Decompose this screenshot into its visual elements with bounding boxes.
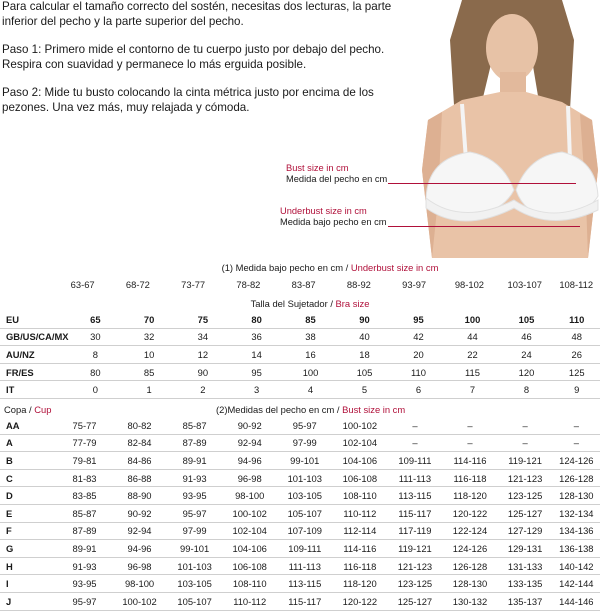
cup-size-cell: 121-123 — [498, 469, 553, 487]
cup-size-cell: 80-82 — [112, 417, 167, 434]
model-photo — [392, 0, 600, 258]
bra-size-cell: 7 — [445, 381, 499, 399]
cup-size-cell: 104-106 — [332, 452, 387, 470]
cup-size-cell: 122-124 — [442, 522, 497, 540]
cup-size-row — [0, 434, 600, 452]
cup-size-cell: 103-105 — [277, 487, 332, 505]
cup-size-cell: 117-119 — [387, 522, 442, 540]
cup-size-cell: 104-106 — [222, 540, 277, 558]
intro-paragraph-2: Paso 1: Primero mide el contorno de tu cuerpo justo por debajo del pecho. Respira con suavidad y permanece lo más erguida posible. — [2, 43, 385, 71]
table1-caption — [0, 262, 600, 273]
underbust-column-header: 93-97 — [402, 278, 427, 290]
cup-size-cell: – — [387, 417, 442, 434]
cup-size-cell: 83-85 — [57, 487, 112, 505]
cup-size-cell: 103-105 — [167, 575, 222, 593]
bra-size-cell: 14 — [230, 346, 284, 364]
cup-size-cell: 91-93 — [167, 469, 222, 487]
bra-size-cell: 46 — [499, 328, 553, 346]
cup-size-row-label: B — [0, 452, 57, 470]
cup-size-cell: – — [442, 434, 497, 452]
underbust-label-en: Underbust size in cm — [280, 206, 367, 216]
cup-size-cell: 101-103 — [167, 557, 222, 575]
bra-size-table — [0, 311, 600, 399]
cup-header-sep: / — [26, 404, 35, 415]
bra-size-cell: 105 — [338, 363, 392, 381]
cup-size-cell: 101-103 — [277, 469, 332, 487]
underbust-label — [280, 206, 386, 228]
cup-size-cell: 107-109 — [277, 522, 332, 540]
cup-size-cell: 115-117 — [387, 504, 442, 522]
cup-size-cell: 96-98 — [222, 469, 277, 487]
table2-caption-sep: / — [334, 404, 343, 415]
table2-caption-es: (2)Medidas del pecho en cm — [216, 404, 335, 415]
bra-size-row-label: AU/NZ — [0, 346, 69, 364]
cup-size-cell: 113-115 — [387, 487, 442, 505]
cup-size-cell: 99-101 — [277, 452, 332, 470]
bra-size-cell: 18 — [338, 346, 392, 364]
cup-size-cell: 105-107 — [167, 592, 222, 610]
cup-size-row — [0, 469, 600, 487]
cup-size-cell: 115-117 — [277, 592, 332, 610]
bra-size-row — [0, 328, 600, 346]
cup-size-row-label: J — [0, 592, 57, 610]
cup-size-cell: 136-138 — [553, 540, 600, 558]
cup-size-cell: 113-115 — [277, 575, 332, 593]
cup-size-cell: 106-108 — [222, 557, 277, 575]
table1-caption-sep: / — [343, 262, 351, 273]
cup-size-row-label: AA — [0, 417, 57, 434]
underbust-column-header: 78-82 — [236, 278, 261, 290]
cup-size-cell: 90-92 — [112, 504, 167, 522]
bra-size-cell: 85 — [284, 311, 338, 328]
cup-size-cell: 135-137 — [498, 592, 553, 610]
cup-size-cell: 111-113 — [277, 557, 332, 575]
cup-size-cell: 95-97 — [277, 417, 332, 434]
underbust-column-header: 63-67 — [70, 278, 95, 290]
table1-subtitle-en: Bra size — [335, 298, 370, 309]
underbust-label-es: Medida bajo pecho en cm — [280, 217, 387, 227]
bra-size-cell: 80 — [230, 311, 284, 328]
cup-size-cell: 94-96 — [222, 452, 277, 470]
cup-size-row — [0, 487, 600, 505]
cup-size-row — [0, 417, 600, 434]
cup-size-cell: 95-97 — [57, 592, 112, 610]
cup-size-cell: 100-102 — [112, 592, 167, 610]
cup-size-row — [0, 592, 600, 610]
bra-size-row — [0, 346, 600, 364]
cup-size-cell: 88-90 — [112, 487, 167, 505]
bra-size-cell: 16 — [284, 346, 338, 364]
cup-size-row — [0, 540, 600, 558]
bra-size-cell: 8 — [69, 346, 123, 364]
cup-size-cell: 99-101 — [167, 540, 222, 558]
cup-size-cell: 94-96 — [112, 540, 167, 558]
bra-size-cell: 110 — [392, 363, 446, 381]
underbust-column-header: 83-87 — [291, 278, 316, 290]
cup-size-cell: 110-112 — [222, 592, 277, 610]
underbust-column-header: 103-107 — [507, 278, 542, 290]
cup-size-cell: – — [498, 417, 553, 434]
cup-size-cell: 124-126 — [442, 540, 497, 558]
bra-size-cell: 105 — [499, 311, 553, 328]
cup-size-cell: 90-92 — [222, 417, 277, 434]
bra-size-cell: 22 — [445, 346, 499, 364]
intro-paragraph-1: Para calcular el tamaño correcto del sostén, necesitas dos lecturas, la parte inferior del pecho y la parte superior del pecho. — [2, 0, 392, 28]
cup-size-cell: 89-91 — [57, 540, 112, 558]
cup-size-row — [0, 522, 600, 540]
bra-size-cell: 115 — [445, 363, 499, 381]
underbust-column-header: 88-92 — [346, 278, 371, 290]
cup-size-cell: 133-135 — [498, 575, 553, 593]
bra-size-cell: 80 — [69, 363, 123, 381]
table2-caption-en: Bust size in cm — [342, 404, 406, 415]
bra-size-cell: 110 — [553, 311, 600, 328]
cup-size-cell: 119-121 — [387, 540, 442, 558]
cup-size-cell: 116-118 — [442, 469, 497, 487]
cup-size-cell: 125-127 — [498, 504, 553, 522]
cup-size-cell: 87-89 — [167, 434, 222, 452]
cup-size-cell: 97-99 — [167, 522, 222, 540]
bra-size-cell: 0 — [69, 381, 123, 399]
cup-size-cell: 110-112 — [332, 504, 387, 522]
cup-size-cell: – — [553, 417, 600, 434]
cup-size-cell: 121-123 — [387, 557, 442, 575]
bra-size-cell: 6 — [392, 381, 446, 399]
cup-size-cell: 97-99 — [277, 434, 332, 452]
bust-label — [286, 163, 387, 185]
bra-size-cell: 95 — [392, 311, 446, 328]
cup-size-cell: 93-95 — [167, 487, 222, 505]
cup-size-row — [0, 452, 600, 470]
cup-size-row-label: H — [0, 557, 57, 575]
cup-size-cell: 125-127 — [387, 592, 442, 610]
underbust-column-header: 108-112 — [559, 278, 594, 290]
cup-size-cell: 85-87 — [57, 504, 112, 522]
cup-size-cell: 93-95 — [57, 575, 112, 593]
cup-size-cell: 114-116 — [332, 540, 387, 558]
bra-size-row-label: EU — [0, 311, 69, 328]
bra-size-cell: 34 — [176, 328, 230, 346]
cup-size-cell: 111-113 — [387, 469, 442, 487]
bra-size-cell: 30 — [69, 328, 123, 346]
cup-size-cell: 124-126 — [553, 452, 600, 470]
cup-size-cell: 91-93 — [57, 557, 112, 575]
cup-size-cell: 89-91 — [167, 452, 222, 470]
bra-size-cell: 90 — [176, 363, 230, 381]
cup-size-cell: 118-120 — [332, 575, 387, 593]
bra-size-cell: 12 — [176, 346, 230, 364]
bra-size-row — [0, 363, 600, 381]
cup-size-cell: 116-118 — [332, 557, 387, 575]
cup-size-row-label: G — [0, 540, 57, 558]
bra-size-cell: 40 — [338, 328, 392, 346]
cup-size-cell: 142-144 — [553, 575, 600, 593]
bust-measure-line — [388, 183, 576, 184]
cup-size-cell: 95-97 — [167, 504, 222, 522]
cup-size-cell: 84-86 — [112, 452, 167, 470]
bra-size-cell: 65 — [69, 311, 123, 328]
bra-size-cell: 5 — [338, 381, 392, 399]
cup-size-cell: – — [387, 434, 442, 452]
bra-size-cell: 24 — [499, 346, 553, 364]
cup-size-cell: 109-111 — [277, 540, 332, 558]
bust-label-en: Bust size in cm — [286, 163, 349, 173]
cup-size-cell: 87-89 — [57, 522, 112, 540]
cup-size-cell: 85-87 — [167, 417, 222, 434]
bra-size-row-label: FR/ES — [0, 363, 69, 381]
table1-subtitle-sep: / — [327, 298, 336, 309]
cup-size-cell: 92-94 — [112, 522, 167, 540]
underbust-header-row — [0, 276, 600, 293]
cup-size-cell: 105-107 — [277, 504, 332, 522]
cup-size-cell: 106-108 — [332, 469, 387, 487]
table1-caption-es: (1) Medida bajo pecho en cm — [221, 262, 344, 273]
underbust-columns — [0, 276, 600, 293]
cup-size-cell: 128-130 — [442, 575, 497, 593]
cup-size-cell: 77-79 — [57, 434, 112, 452]
table1-caption-en: Underbust size in cm — [350, 262, 439, 273]
bust-size-table — [0, 417, 600, 611]
bra-size-row-label: GB/US/CA/MX — [0, 328, 69, 346]
cup-size-row-label: C — [0, 469, 57, 487]
cup-size-cell: 123-125 — [498, 487, 553, 505]
cup-size-cell: 79-81 — [57, 452, 112, 470]
bust-label-es: Medida del pecho en cm — [286, 174, 388, 184]
bra-size-cell: 120 — [499, 363, 553, 381]
cup-size-cell: 129-131 — [498, 540, 553, 558]
header-spacer — [0, 276, 55, 293]
cup-size-cell: 119-121 — [498, 452, 553, 470]
cup-size-cell: 82-84 — [112, 434, 167, 452]
cup-size-cell: 127-129 — [498, 522, 553, 540]
bra-size-cell: 10 — [122, 346, 176, 364]
cup-size-cell: 118-120 — [442, 487, 497, 505]
cup-size-cell: 134-136 — [553, 522, 600, 540]
cup-size-cell: – — [553, 434, 600, 452]
cup-size-cell: 108-110 — [332, 487, 387, 505]
bra-size-cell: 32 — [122, 328, 176, 346]
cup-size-row-label: I — [0, 575, 57, 593]
bra-size-cell: 8 — [499, 381, 553, 399]
cup-size-cell: 144-146 — [553, 592, 600, 610]
bra-size-cell: 70 — [122, 311, 176, 328]
cup-size-cell: 130-132 — [442, 592, 497, 610]
cup-size-cell: 132-134 — [553, 504, 600, 522]
bra-size-cell: 75 — [176, 311, 230, 328]
cup-size-cell: 102-104 — [332, 434, 387, 452]
cup-size-cell: 108-110 — [222, 575, 277, 593]
underbust-column-header: 98-102 — [454, 278, 485, 290]
underbust-measure-line — [388, 226, 580, 227]
bra-size-cell: 4 — [284, 381, 338, 399]
bra-size-cell: 42 — [392, 328, 446, 346]
cup-size-row-label: F — [0, 522, 57, 540]
cup-size-cell: 131-133 — [498, 557, 553, 575]
cup-size-cell: 100-102 — [222, 504, 277, 522]
bra-size-cell: 38 — [284, 328, 338, 346]
cup-size-cell: 98-100 — [112, 575, 167, 593]
cup-size-cell: 112-114 — [332, 522, 387, 540]
cup-size-cell: 102-104 — [222, 522, 277, 540]
cup-size-row-label: A — [0, 434, 57, 452]
cup-size-cell: 126-128 — [442, 557, 497, 575]
table1-subtitle-es: Talla del Sujetador — [250, 298, 328, 309]
bra-size-cell: 3 — [230, 381, 284, 399]
cup-size-cell: 120-122 — [442, 504, 497, 522]
bra-size-cell: 85 — [122, 363, 176, 381]
bra-size-cell: 2 — [176, 381, 230, 399]
cup-header-es: Copa — [4, 404, 27, 415]
bra-size-cell: 125 — [553, 363, 600, 381]
bra-size-cell: 100 — [445, 311, 499, 328]
bra-size-row-label: IT — [0, 381, 69, 399]
cup-size-cell: 126-128 — [553, 469, 600, 487]
cup-size-row-label: E — [0, 504, 57, 522]
bra-size-cell: 9 — [553, 381, 600, 399]
bra-size-row — [0, 381, 600, 399]
intro-paragraph-3: Paso 2: Mide tu busto colocando la cinta métrica justo por encima de los pezones. Una vez más, muy relajada y cómoda. — [2, 86, 374, 114]
bra-size-cell: 48 — [553, 328, 600, 346]
cup-size-cell: – — [498, 434, 553, 452]
cup-size-row — [0, 575, 600, 593]
cup-size-row-label: D — [0, 487, 57, 505]
bra-size-cell: 90 — [338, 311, 392, 328]
cup-size-row — [0, 504, 600, 522]
cup-size-cell: 109-111 — [387, 452, 442, 470]
bra-size-cell: 95 — [230, 363, 284, 381]
cup-size-cell: 123-125 — [387, 575, 442, 593]
cup-header — [4, 404, 51, 415]
table2-caption — [216, 404, 405, 415]
cup-header-en: Cup — [34, 404, 52, 415]
cup-size-cell: 140-142 — [553, 557, 600, 575]
bra-size-cell: 44 — [445, 328, 499, 346]
cup-size-cell: 120-122 — [332, 592, 387, 610]
cup-size-row — [0, 557, 600, 575]
bra-size-cell: 20 — [392, 346, 446, 364]
cup-size-cell: 96-98 — [112, 557, 167, 575]
cup-size-cell: 114-116 — [442, 452, 497, 470]
cup-size-cell: – — [442, 417, 497, 434]
cup-size-cell: 100-102 — [332, 417, 387, 434]
cup-size-cell: 92-94 — [222, 434, 277, 452]
cup-size-cell: 75-77 — [57, 417, 112, 434]
cup-size-cell: 98-100 — [222, 487, 277, 505]
bra-size-cell: 1 — [122, 381, 176, 399]
cup-size-cell: 128-130 — [553, 487, 600, 505]
bra-size-row — [0, 311, 600, 328]
intro-text — [2, 0, 392, 130]
bra-size-cell: 36 — [230, 328, 284, 346]
cup-size-cell: 81-83 — [57, 469, 112, 487]
underbust-column-header: 73-77 — [181, 278, 206, 290]
bra-size-cell: 26 — [553, 346, 600, 364]
bra-size-cell: 100 — [284, 363, 338, 381]
cup-size-cell: 86-88 — [112, 469, 167, 487]
underbust-column-header: 68-72 — [125, 278, 150, 290]
table1-subtitle — [0, 298, 600, 309]
